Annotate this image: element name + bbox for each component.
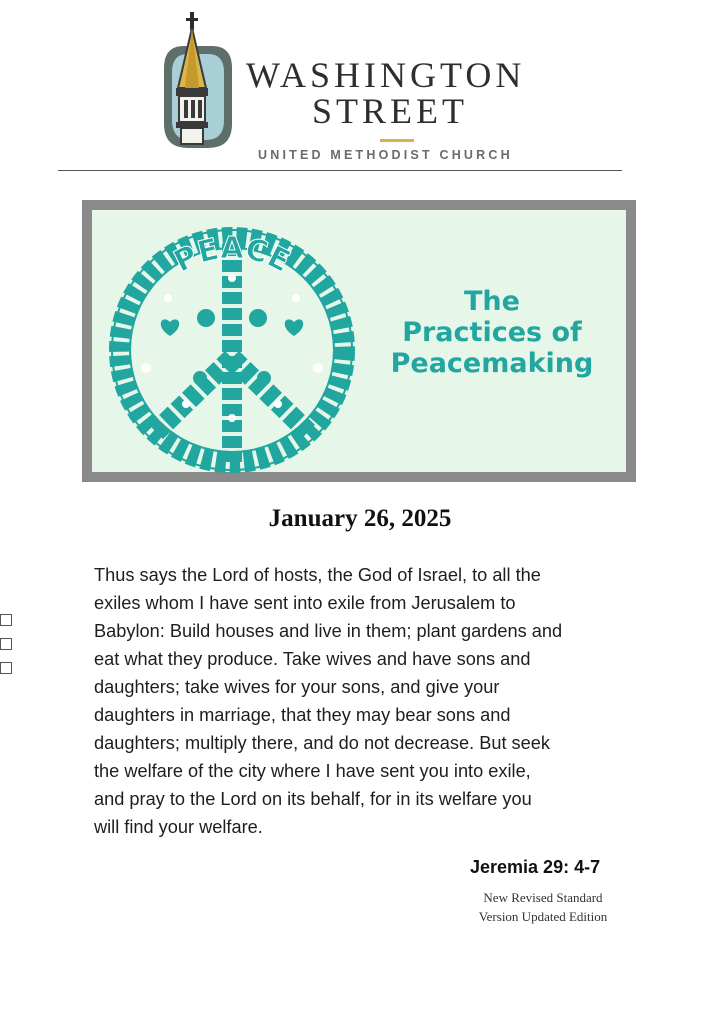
steeple-logo-icon bbox=[150, 8, 246, 160]
logo-name-line1: WASHINGTON bbox=[246, 55, 526, 95]
scripture-line: will find your welfare. bbox=[94, 817, 263, 837]
scripture-line: eat what they produce. Take wives and have sons and bbox=[94, 649, 531, 669]
scripture-line: the welfare of the city where I have sent you into exile, bbox=[94, 761, 531, 781]
scripture-line: Babylon: Build houses and live in them; plant gardens and bbox=[94, 621, 563, 641]
scripture-line: daughters in marriage, that they may bear sons and bbox=[94, 705, 511, 725]
bible-version bbox=[468, 888, 618, 926]
scripture-line: daughters; take wives for your sons, and give your bbox=[94, 677, 500, 697]
scripture-line: Thus says the Lord of hosts, the God of Israel, to all the bbox=[94, 565, 541, 585]
logo-subtitle: UNITED METHODIST CHURCH bbox=[258, 148, 513, 162]
series-title-line: The bbox=[464, 286, 520, 317]
series-title-line: Peacemaking bbox=[390, 348, 594, 379]
peace-word: PEACE bbox=[168, 230, 296, 280]
series-title-line: Practices of bbox=[402, 317, 582, 348]
bible-version-line: New Revised Standard bbox=[483, 890, 603, 905]
scripture-reference: Jeremia 29: 4-7 bbox=[470, 857, 601, 877]
service-date: January 26, 2025 bbox=[268, 505, 452, 532]
scripture-line: exiles whom I have sent into exile from Jerusalem to bbox=[94, 593, 516, 613]
peace-sign-icon bbox=[106, 218, 358, 474]
scripture-line: daughters; multiply there, and do not decrease. But seek bbox=[94, 733, 550, 753]
side-checkbox[interactable] bbox=[0, 662, 12, 674]
church-logo bbox=[150, 8, 550, 168]
scripture-line: and pray to the Lord on its behalf, for in its welfare you bbox=[94, 789, 532, 809]
bible-version-line: Version Updated Edition bbox=[478, 909, 608, 924]
side-checkbox[interactable] bbox=[0, 614, 12, 626]
logo-gold-rule bbox=[380, 139, 414, 142]
logo-name-line2: STREET bbox=[312, 91, 468, 131]
scripture-text bbox=[94, 561, 654, 841]
sermon-series-banner bbox=[82, 200, 636, 482]
header-divider bbox=[58, 170, 622, 171]
side-checkbox[interactable] bbox=[0, 638, 12, 650]
series-title bbox=[362, 286, 622, 379]
